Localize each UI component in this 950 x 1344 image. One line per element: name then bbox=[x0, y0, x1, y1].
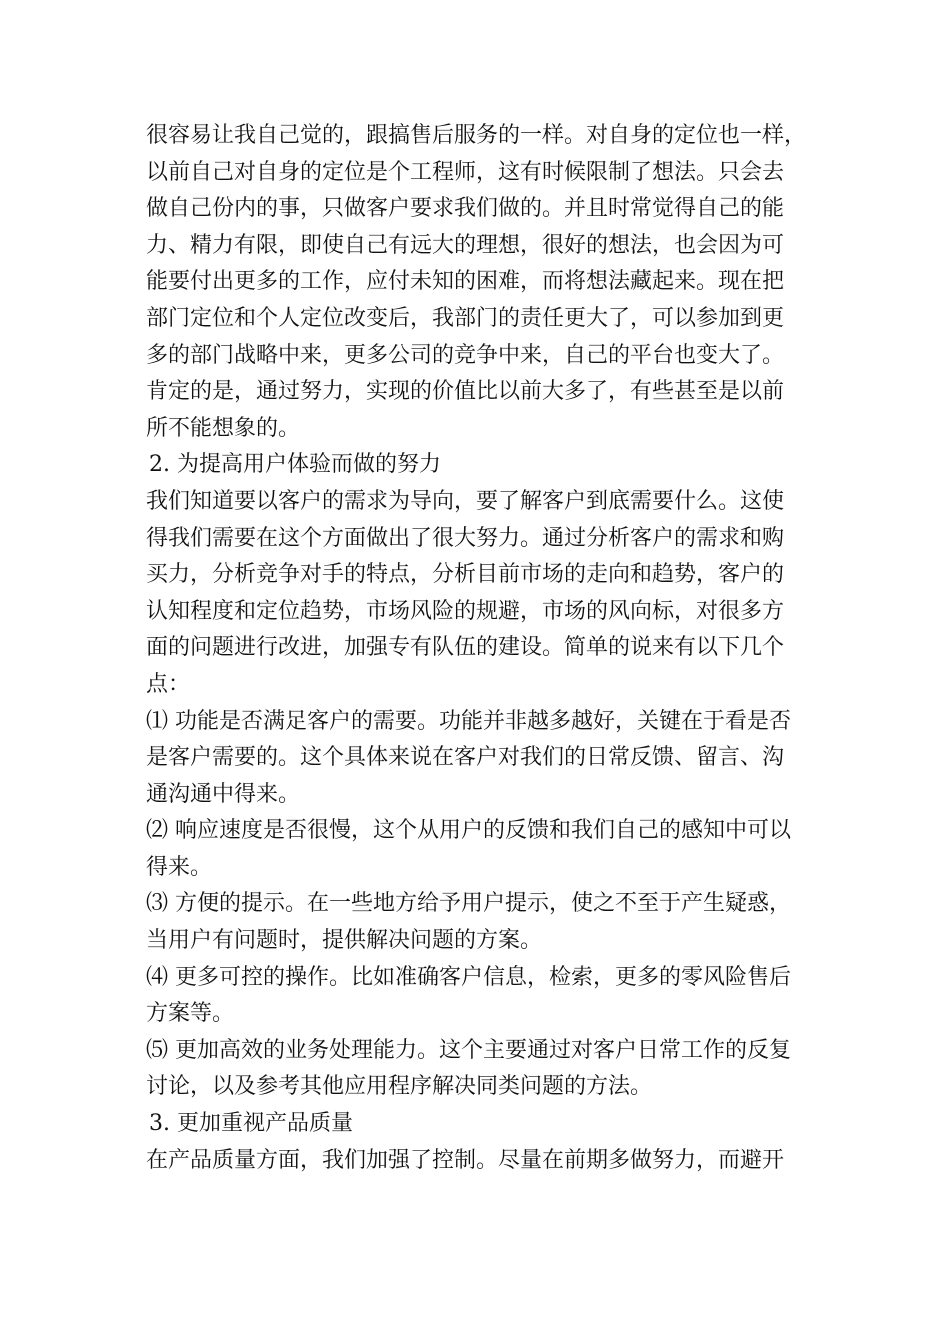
text-line: 方案等。 bbox=[146, 1001, 235, 1027]
list-item-2: ⑵ 响应速度是否很慢，这个从用户的反馈和我们自己的感知中可以 bbox=[146, 818, 791, 844]
text-line: 能要付出更多的工作，应付未知的困难，而将想法藏起来。现在把 bbox=[146, 269, 785, 295]
text-line: 部门定位和个人定位改变后，我部门的责任更大了，可以参加到更 bbox=[146, 305, 785, 331]
text-line: 点： bbox=[146, 671, 191, 697]
text-line: 买力，分析竞争对手的特点，分析目前市场的走向和趋势，客户的 bbox=[146, 562, 785, 588]
document-body bbox=[146, 118, 816, 1179]
text-line: 肯定的是，通过努力，实现的价值比以前大多了，有些甚至是以前 bbox=[146, 379, 785, 405]
text-line: 多的部门战略中来，更多公司的竞争中来，自己的平台也变大了。 bbox=[146, 342, 785, 368]
text-line: 力、精力有限，即使自己有远大的理想，很好的想法，也会因为可 bbox=[146, 232, 785, 258]
text-line: 面的问题进行改进，加强专有队伍的建设。简单的说来有以下几个 bbox=[146, 635, 785, 661]
text-line: 很容易让我自己觉的，跟搞售后服务的一样。对自身的定位也一样， bbox=[146, 123, 807, 148]
text-line: 得来。 bbox=[146, 854, 213, 880]
list-item-1: ⑴ 功能是否满足客户的需要。功能并非越多越好，关键在于看是否 bbox=[146, 708, 791, 734]
text-line: 以前自己对自身的定位是个工程师，这有时候限制了想法。只会去 bbox=[146, 159, 785, 185]
text-line: 在产品质量方面，我们加强了控制。尽量在前期多做努力，而避开 bbox=[146, 1147, 785, 1173]
text-line: 通沟通中得来。 bbox=[146, 781, 301, 807]
text-line: 当用户有问题时，提供解决问题的方案。 bbox=[146, 928, 543, 954]
text-line: 所不能想象的。 bbox=[146, 415, 301, 441]
list-item-4: ⑷ 更多可控的操作。比如准确客户信息，检索，更多的零风险售后 bbox=[146, 964, 791, 990]
section-heading-3: 3. 更加重视产品质量 bbox=[149, 1111, 353, 1137]
list-item-3: ⑶ 方便的提示。在一些地方给予用户提示，使之不至于产生疑惑， bbox=[146, 891, 791, 917]
text-line: 得我们需要在这个方面做出了很大努力。通过分析客户的需求和购 bbox=[146, 525, 785, 551]
text-line: 是客户需要的。这个具体来说在客户对我们的日常反馈、留言、沟 bbox=[146, 745, 785, 771]
text-line: 做自己份内的事，只做客户要求我们做的。并且时常觉得自己的能 bbox=[146, 196, 785, 222]
text-line: 我们知道要以客户的需求为导向，要了解客户到底需要什么。这使 bbox=[146, 488, 785, 514]
section-heading-2: 2. 为提高用户体验而做的努力 bbox=[149, 452, 441, 478]
text-line: 认知程度和定位趋势，市场风险的规避，市场的风向标，对很多方 bbox=[146, 598, 785, 624]
list-item-5: ⑸ 更加高效的业务处理能力。这个主要通过对客户日常工作的反复 bbox=[146, 1037, 791, 1063]
text-line: 讨论，以及参考其他应用程序解决同类问题的方法。 bbox=[146, 1074, 653, 1100]
